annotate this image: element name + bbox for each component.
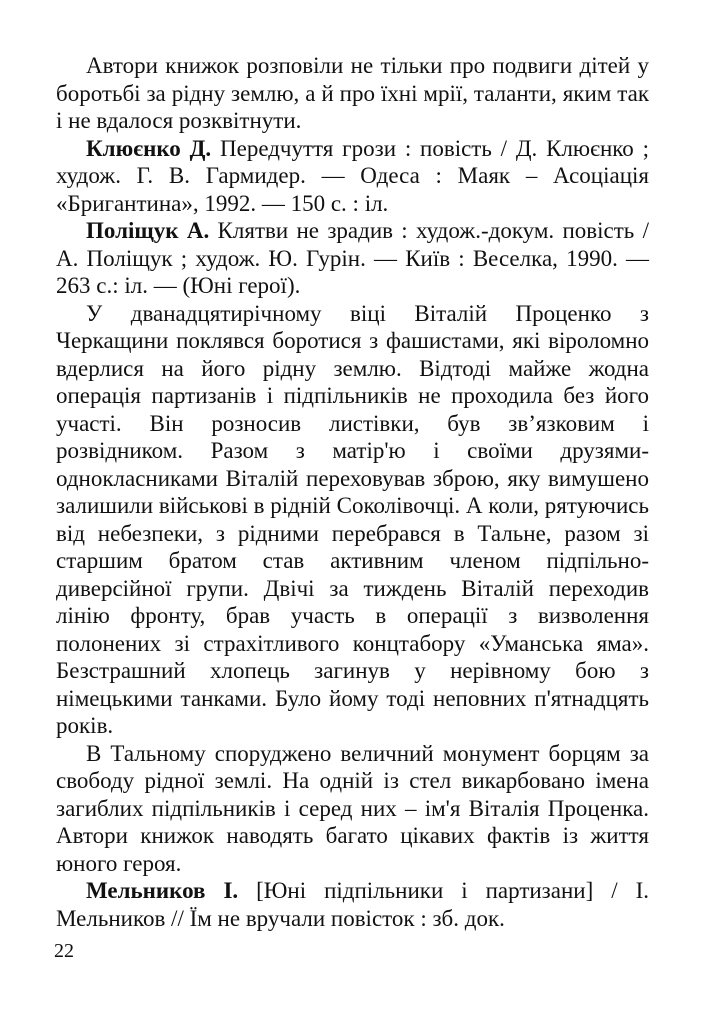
bibliography-entry-polishchuk (56, 217, 649, 300)
bibliography-entry-kluienko (56, 135, 649, 218)
entry-text: [Юні підпільники і партизани] / І. Мельников // Їм не вручали повісток : зб. док. (56, 878, 649, 931)
paragraph-text: Автори книжок розповіли не тільки про подвиги дітей у боротьбі за рідну землю, а й про їхні мрії, таланти, яким так і не вдалося розквітнути. (56, 53, 649, 133)
entry-text: Клятви не зрадив : худож.-докум. повість / А. Поліщук ; худож. Ю. Гурін. — Київ : Веселка, 1990. — 263 с.: іл. — (Юні герої). (56, 218, 649, 298)
entry-author: Мельников І. (86, 878, 239, 903)
entry-author: Клюєнко Д. (86, 135, 212, 161)
entry-text: Передчуття грози : повість / Д. Клюєнко ; худож. Г. В. Гармидер. — Одеса : Маяк – Асоціація «Бригантина», 1992. — 150 с. : іл. (56, 135, 649, 216)
entry-author: Поліщук А. (86, 218, 210, 243)
annotation-paragraph (56, 300, 649, 740)
paragraph-text: У дванадцятирічному віці Віталій Проценко з Черкащини поклявся боротися з фашистами, які віроломно вдерлися на його рідну землю. Відтоді майже жодна операція партизанів і підпільників не проходила без його участі. Він розносив листівки, був зв’язковим і розвідником. Разом з матір'ю і своїми друзями-однокласниками Віталій переховував зброю, яку вимушено залишили військові в рідній Соколівочці. А коли, рятуючись від небезпеки, з рідними перебрався в Тальне, разом зі старшим братом став активним членом підпільно-диверсійної групи. Двічі за тиждень Віталій переходив лінію фронту, брав участь в операції з визволення полонених зі страхітливого концтабору «Уманська яма». Безстрашний хлопець загинув у нерівному бою з німецькими танками. Було йому тоді неповних п'ятнадцять років. (56, 300, 649, 738)
annotation-paragraph (56, 740, 649, 878)
page-number: 22 (54, 940, 74, 962)
bibliography-entry-melnykov (56, 877, 649, 932)
intro-paragraph (56, 52, 649, 135)
paragraph-text: В Тальному споруджено величний монумент борцям за свободу рідної землі. На одній із стел викарбовано імена загиблих підпільників і серед них – ім'я Віталія Проценка. Автори книжок наводять багато цікавих фактів із життя юного героя. (56, 740, 649, 876)
page-body (56, 52, 649, 932)
